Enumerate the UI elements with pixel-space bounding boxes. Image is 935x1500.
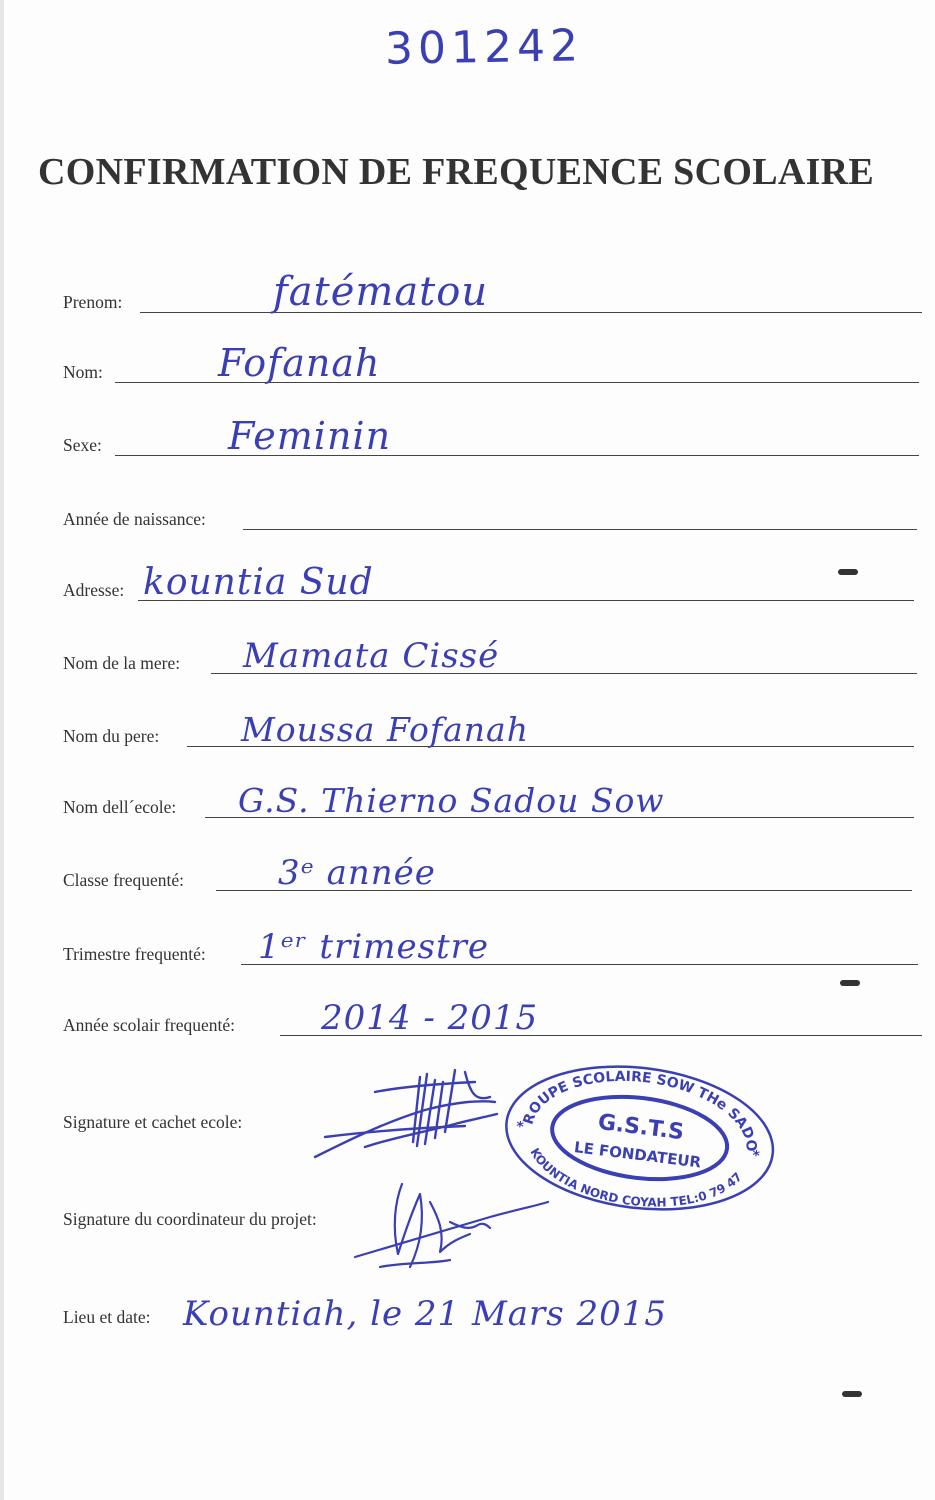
- field-sexe: [63, 414, 920, 458]
- field-value: 1ᵉʳ trimestre: [258, 927, 490, 967]
- stamp-center: G.S.T.S: [596, 1109, 686, 1146]
- field-annee-scolaire: [63, 998, 923, 1038]
- field-value: Feminin: [228, 414, 392, 458]
- stamp-star-icon: *: [515, 1118, 525, 1136]
- field-label: Signature et cachet ecole:: [63, 1112, 243, 1132]
- field-lieu-date: [63, 1290, 763, 1334]
- field-adresse: [63, 563, 915, 603]
- field-value: Kountiah, le 21 Mars 2015: [183, 1294, 668, 1334]
- field-value: Mamata Cissé: [243, 636, 500, 676]
- field-nom-mere: [63, 636, 918, 676]
- field-label: Nom dell´ecole:: [63, 797, 177, 817]
- stamp-star-icon: *: [751, 1147, 761, 1165]
- field-label: Classe frequenté:: [63, 870, 184, 890]
- stamp-bottom-text: KOUNTIA NORD COYAH TEL:0 79 47: [527, 1145, 745, 1210]
- field-label: Année de naissance:: [63, 509, 206, 529]
- field-nom-ecole: [63, 780, 915, 820]
- field-classe: [63, 853, 913, 893]
- field-annee-naissance: [63, 492, 918, 532]
- field-label: Lieu et date:: [63, 1307, 151, 1327]
- field-label: Année scolair frequenté:: [63, 1015, 236, 1035]
- document-number: 301242: [384, 20, 584, 75]
- scan-mark: [842, 1391, 862, 1397]
- scan-mark: [840, 980, 860, 986]
- field-value: Fofanah: [218, 341, 381, 385]
- field-value: 2014 - 2015: [321, 998, 539, 1038]
- field-value: 3ᵉ année: [278, 853, 436, 893]
- field-trimestre: [63, 927, 919, 967]
- field-label: Sexe:: [63, 435, 102, 455]
- school-signature: [305, 1062, 505, 1172]
- field-label: Adresse:: [63, 580, 125, 600]
- field-nom: [63, 341, 920, 385]
- scan-mark: [838, 569, 858, 575]
- field-label: Trimestre frequenté:: [63, 944, 206, 964]
- field-label: Nom du pere:: [63, 726, 160, 746]
- field-label: Signature du coordinateur du projet:: [63, 1209, 317, 1229]
- field-value: G.S. Thierno Sadou Sow: [238, 781, 665, 820]
- field-prenom: [63, 269, 923, 315]
- field-value: kountia Sud: [143, 562, 374, 603]
- field-underline: [243, 529, 917, 530]
- field-label: Nom:: [63, 362, 103, 382]
- field-value: Moussa Fofanah: [241, 710, 529, 749]
- stamp-subtitle: LE FONDATEUR: [573, 1138, 703, 1172]
- document-title: CONFIRMATION DE FREQUENCE SCOLAIRE: [38, 151, 875, 193]
- field-label: Prenom:: [63, 292, 123, 312]
- stamp-top-text: GROUPE SCOLAIRE SOW THe SADOU: [520, 1068, 760, 1153]
- field-value: fatématou: [273, 269, 489, 315]
- field-label: Nom de la mere:: [63, 653, 181, 673]
- scan-edge: [0, 0, 4, 1500]
- field-nom-pere: [63, 709, 915, 749]
- field-underline: [140, 312, 922, 313]
